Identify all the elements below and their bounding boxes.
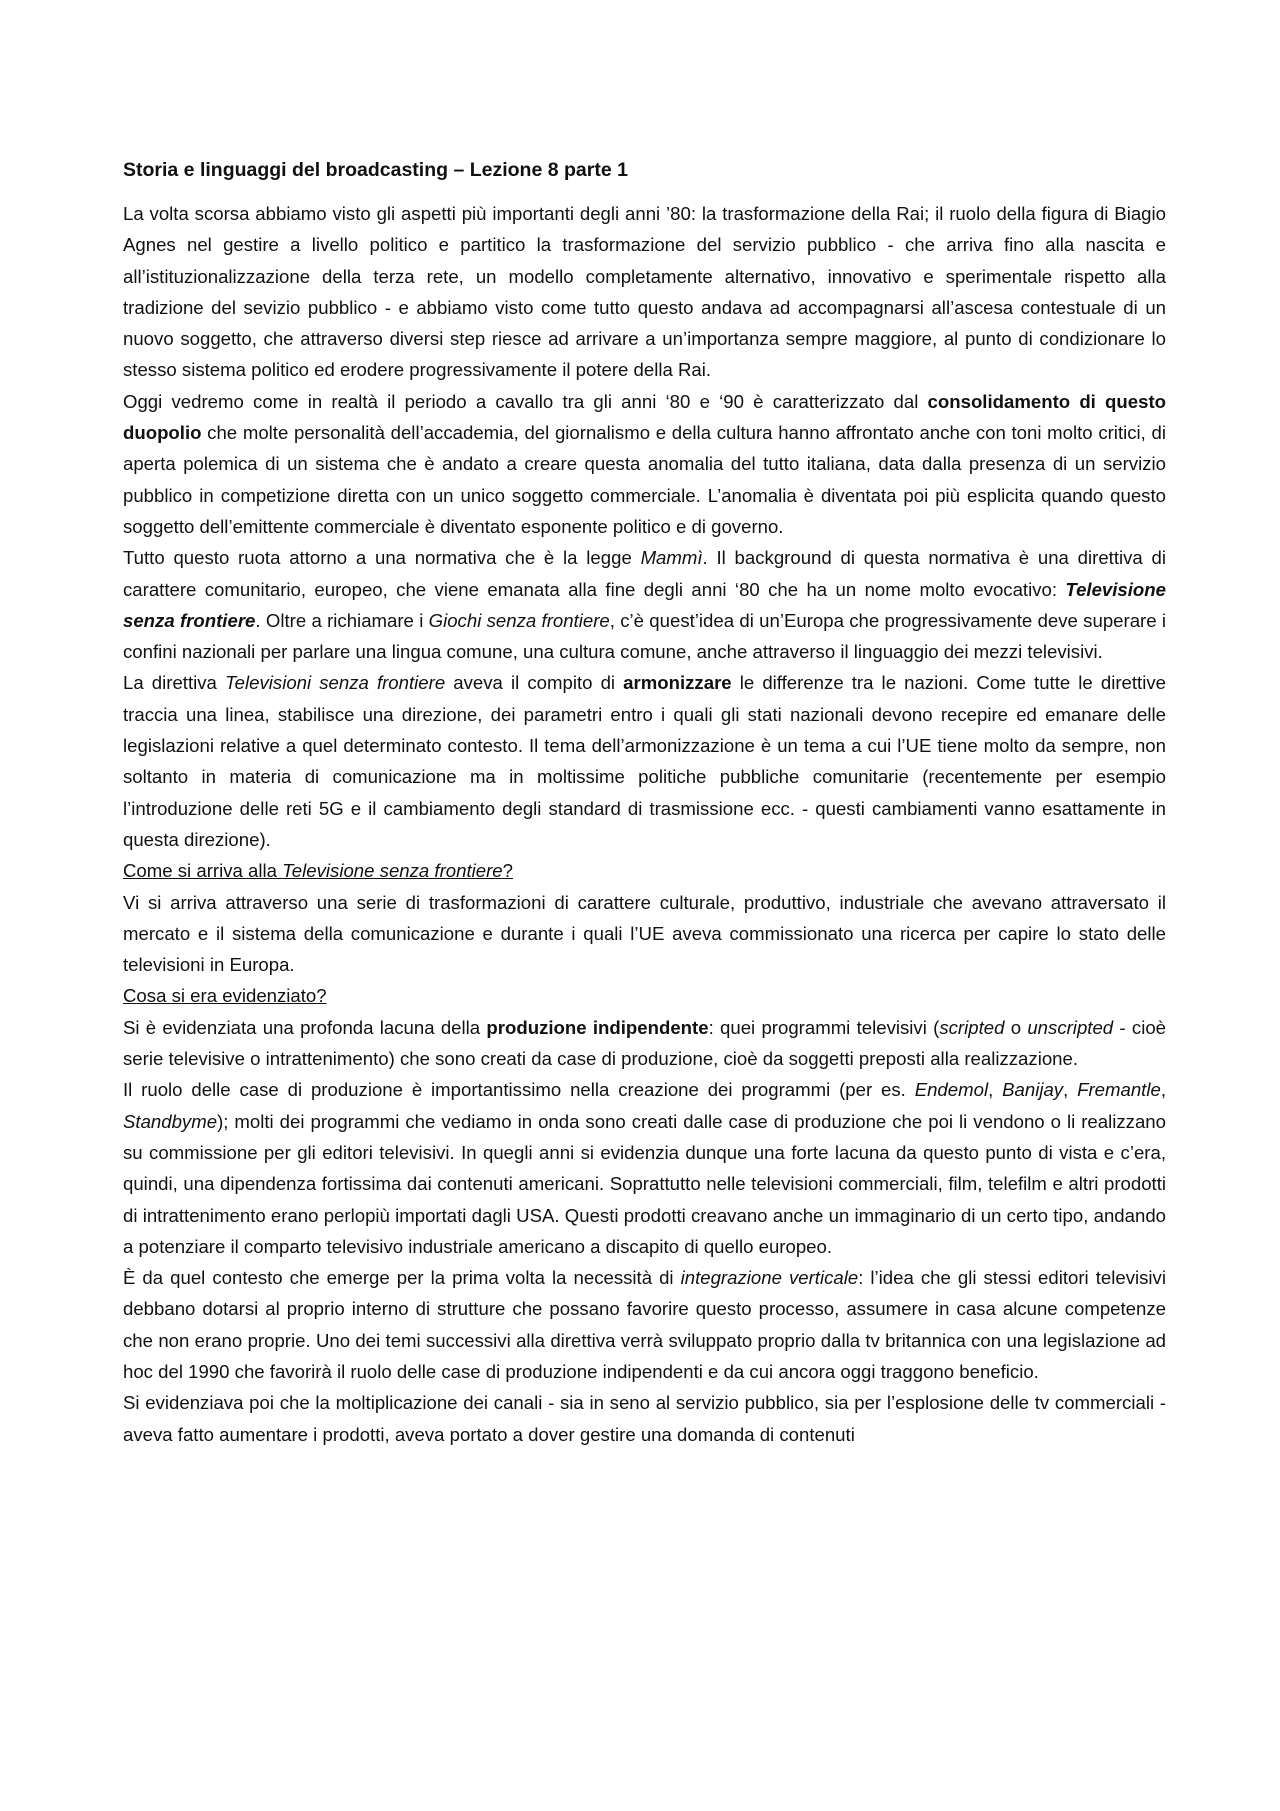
italic-run: Fremantle (1077, 1079, 1161, 1101)
text-run: È da quel contesto che emerge per la prima volta la necessità di (123, 1267, 681, 1289)
paragraph-7 (123, 1074, 1166, 1262)
text-run: , (988, 1079, 1003, 1101)
text-run: : l’idea che gli stessi editori televisivi debbano dotarsi al proprio interno di strutture che possano favorire questo processo, assumere in casa alcune competenze che non erano proprie. Uno dei temi successivi alla direttiva verrà sviluppato proprio dalla tv britannica con una legislazione ad hoc del 1990 che favorirà il ruolo delle case di produzione indipendenti e da cui ancora oggi traggono beneficio. (123, 1267, 1166, 1382)
bold-run: produzione indipendente (486, 1016, 709, 1038)
text-run: le differenze tra le nazioni. Come tutte le direttive traccia una linea, stabilisce una direzione, dei parametri entro i quali gli stati nazionali devono recepire ed emanare delle legislazioni relative a quel determinato contesto. Il tema dell’armonizzazione è un tema a cui l’UE tiene molto da sempre, non soltanto in materia di comunicazione ma in moltissime politiche pubbliche comunitarie (recentemente per esempio l’introduzione delle reti 5G e il cambiamento degli standard di trasmissione ecc. - questi cambiamenti vanno esattamente in questa direzione). (123, 672, 1166, 850)
italic-run: Endemol (914, 1079, 989, 1101)
subheading-2: Cosa si era evidenziato? (123, 985, 327, 1007)
italic-run: scripted (939, 1016, 1005, 1038)
text-run: - cioè serie televisive o intrattenimento) che sono creati da case di produzione, cioè da soggetti preposti alla realizzazione. (123, 1016, 1167, 1070)
paragraph-2 (123, 386, 1166, 542)
bold-italic-run: Televisione senza frontiere (123, 578, 1166, 631)
bold-run: consolidamento di questo duopolio (123, 390, 1167, 444)
italic-run: Standbyme (123, 1110, 218, 1132)
text-run: , c’è quest’idea di un’Europa che progressivamente deve superare i confini nazionali per parlare una lingua comune, una cultura comune, anche attraverso il linguaggio dei mezzi televisivi. (123, 609, 1167, 663)
paragraph-5: Vi si arriva attraverso una serie di trasformazioni di carattere culturale, produttivo, industriale che avevano attraversato il mercato e il sistema della comunicazione e durante i quali l’UE aveva commissionato una ricerca per capire lo stato delle televisioni in Europa. (123, 891, 1166, 976)
italic-run: Giochi senza frontiere (428, 609, 610, 631)
document-title: Storia e linguaggi del broadcasting – Lezione 8 parte 1 (123, 159, 628, 181)
text-run: . Oltre a richiamare i (255, 609, 429, 631)
text-run: aveva il compito di (445, 672, 624, 694)
paragraph-6 (123, 1012, 1166, 1075)
text-run: Il ruolo delle case di produzione è importantissimo nella creazione dei programmi (per es. (123, 1079, 915, 1101)
paragraph-4 (123, 667, 1166, 855)
text-run: o (1004, 1016, 1028, 1038)
text-run: ); molti dei programmi che vediamo in onda sono creati dalle case di produzione che poi li vendono o li realizzano su commissione per gli editori televisivi. In quegli anni si evidenzia dunque una forte lacuna da questo punto di vista e c’era, quindi, una dipendenza fortissima dai contenuti americani. Soprattutto nelle televisioni commerciali, film, telefilm e altri prodotti di intrattenimento erano perlopiù importati dagli USA. Questi prodotti creavano anche un immaginario di un certo tipo, andando a potenziare il comparto televisivo industriale americano a discapito di quello europeo. (123, 1110, 1166, 1257)
paragraph-8 (123, 1262, 1166, 1387)
bold-run: armonizzare (623, 672, 732, 694)
document-page (123, 155, 1166, 1450)
paragraph-3 (123, 542, 1166, 667)
text-run: : quei programmi televisivi ( (708, 1016, 940, 1038)
italic-run: Banijay (1002, 1079, 1064, 1101)
text-run: La direttiva (123, 672, 225, 694)
italic-run: Televisione senza frontiere (282, 860, 503, 882)
paragraph-9: Si evidenziava poi che la moltiplicazione dei canali - sia in seno al servizio pubblico, sia per l’esplosione delle tv commerciali - aveva fatto aumentare i prodotti, aveva portato a dover gestire una domanda di contenuti (123, 1392, 1166, 1445)
paragraph-1: La volta scorsa abbiamo visto gli aspetti più importanti degli anni ’80: la trasformazione della Rai; il ruolo della figura di Biagio Agnes nel gestire a livello politico e partitico la trasformazione del servizio pubblico - che arriva fino alla nascita e all’istituzionalizzazione della terza rete, un modello completamente alternativo, innovativo e sperimentale rispetto alla tradizione del sevizio pubblico - e abbiamo visto come tutto questo andava ad accompagnarsi all’ascesa contestuale di un nuovo soggetto, che attraverso diversi step riesce ad arrivare a un’importanza sempre maggiore, al punto di condizionare lo stesso sistema politico ed erodere progressivamente il potere della Rai. (123, 203, 1166, 381)
text-run: Tutto questo ruota attorno a una normativa che è la legge (123, 547, 641, 569)
italic-run: Televisioni senza frontiere (225, 672, 446, 694)
italic-run: Mammì (640, 547, 703, 569)
subheading-1 (123, 855, 1166, 886)
italic-run: unscripted (1027, 1016, 1114, 1038)
text-run: , (1160, 1079, 1166, 1101)
italic-run: integrazione verticale (680, 1267, 859, 1289)
text-run: Come si arriva alla (123, 860, 283, 882)
text-run: ? (502, 860, 513, 882)
text-run: . Il background di questa normativa è una direttiva di carattere comunitario, europeo, che viene emanata alla fine degli anni ‘80 che ha un nome molto evocativo: (123, 547, 1167, 600)
text-run: , (1063, 1079, 1078, 1101)
text-run: Si è evidenziata una profonda lacuna della (123, 1016, 487, 1038)
text-run: che molte personalità dell’accademia, del giornalismo e della cultura hanno affrontato anche con toni molto critici, di aperta polemica di un sistema che è andato a creare questa anomalia del tutto italiana, data dalla presenza di un servizio pubblico in competizione diretta con un unico soggetto commerciale. L’anomalia è diventata poi più esplicita quando questo soggetto dell’emittente commerciale è diventato esponente politico e di governo. (123, 422, 1166, 537)
text-run: Oggi vedremo come in realtà il periodo a cavallo tra gli anni ‘80 e ‘90 è caratterizzato dal (123, 390, 928, 412)
